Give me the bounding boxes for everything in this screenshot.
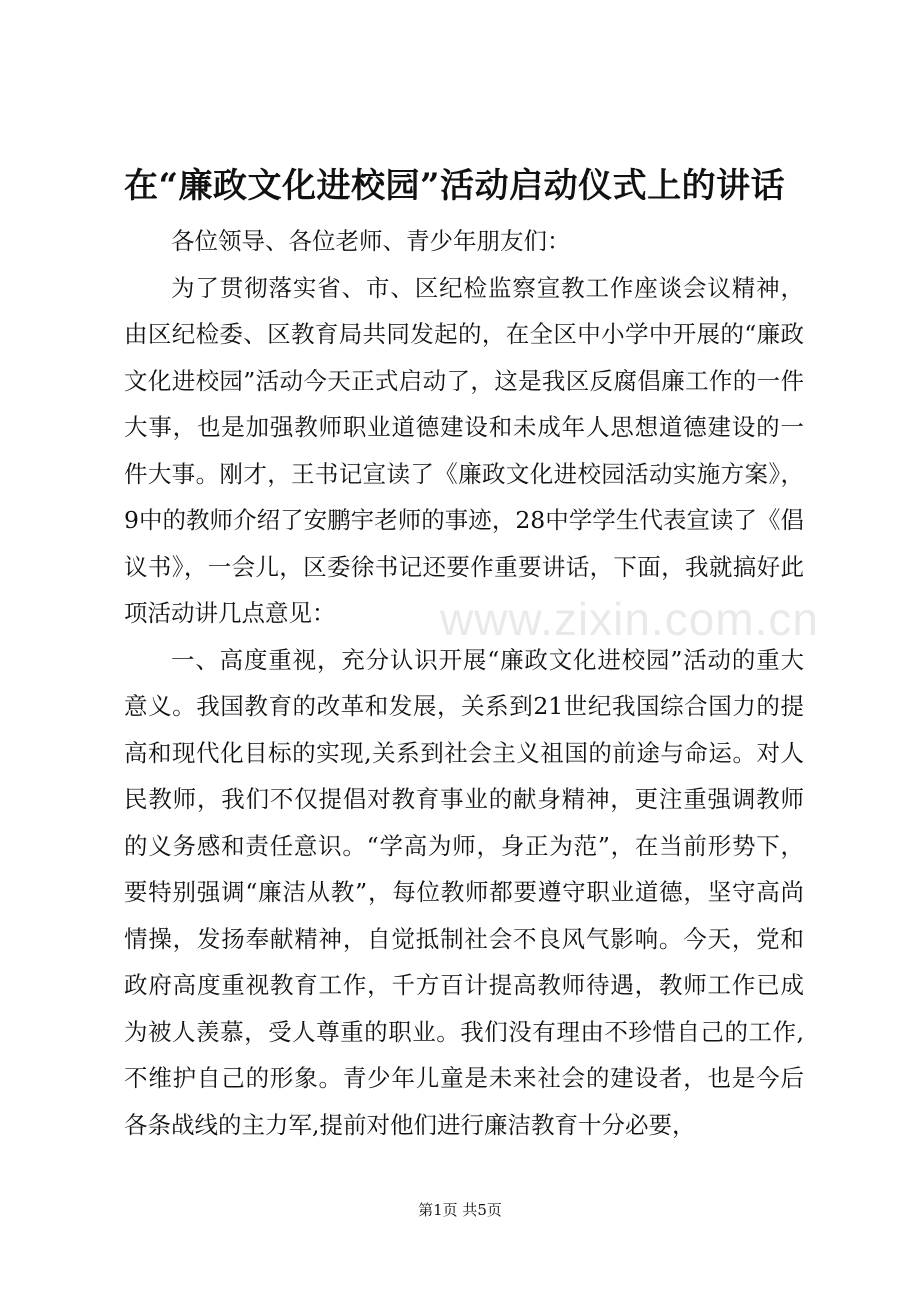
document-body <box>124 218 804 1148</box>
document-title: 在“廉政文化进校园”活动启动仪式上的讲话 <box>124 166 786 206</box>
page-footer: 第1页 共5页 <box>418 1201 502 1219</box>
body-paragraph-1: 为了贯彻落实省、市、区纪检监察宣教工作座谈会议精神，由区纪检委、区教育局共同发起的，在全区中小学中开展的“廉政文化进校园”活动今天正式启动了，这是我区反腐倡廉工作的一件大事，也是加强教师职业道德建设和未成年人思想道德建设的一件大事。刚才，王书记宣读了《廉政文化进校园活动实施方案》，9中的教师介绍了安鹏宇老师的事迹，28中学学生代表宣读了《倡议书》，一会儿，区委徐书记还要作重要讲话，下面，我就搞好此项活动讲几点意见： <box>124 273 804 627</box>
salutation-paragraph: 各位领导、各位老师、青少年朋友们： <box>171 227 571 255</box>
body-paragraph-2: 一、高度重视，充分认识开展“廉政文化进校园”活动的重大意义。我国教育的改革和发展，关系到21世纪我国综合国力的提高和现代化目标的实现,关系到社会主义祖国的前途与命运。对人民教师，我们不仅提倡对教育事业的献身精神，更注重强调教师的义务感和责任意识。“学高为师，身正为范”，在当前形势下，要特别强调“廉洁从教”，每位教师都要遵守职业道德，坚守高尚情操，发扬奉献精神，自觉抵制社会不良风气影响。今天，党和政府高度重视教育工作，千方百计提高教师待遇，教师工作已成为被人羡慕，受人尊重的职业。我们没有理由不珍惜自己的工作,不维护自己的形象。青少年儿童是未来社会的建设者，也是今后各条战线的主力军,提前对他们进行廉洁教育十分必要， <box>124 645 804 1139</box>
watermark: www.zixin.com.cn <box>440 593 819 645</box>
